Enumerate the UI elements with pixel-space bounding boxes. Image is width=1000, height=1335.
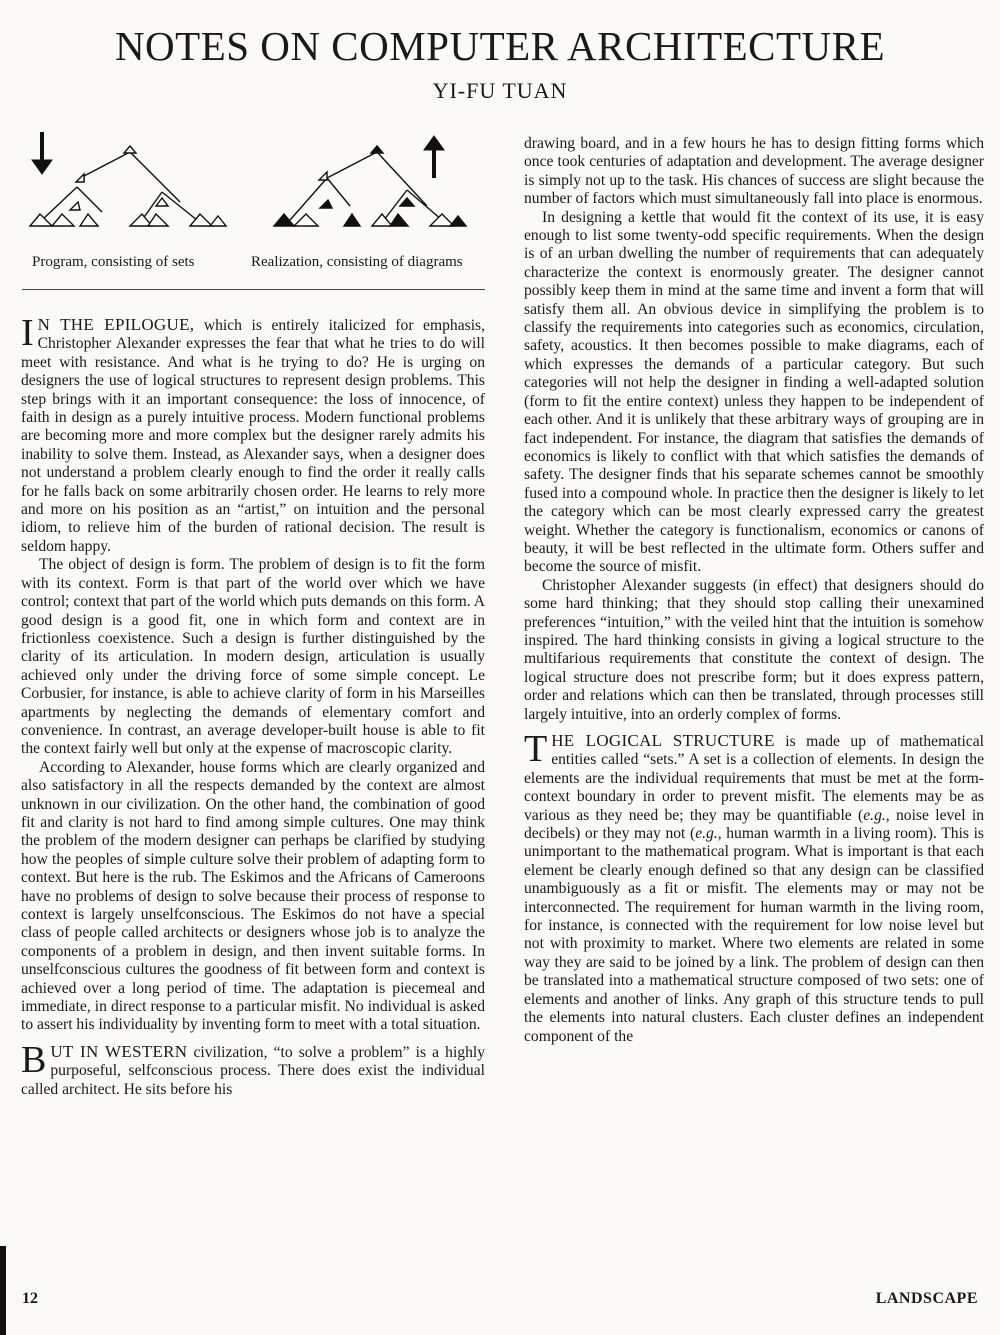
- text-segment: human warmth in a living room). This is unimportant to the mathematical program. What is important is that each element be clearly enough defined so that any design can be classified unambiguously as a fit or misfit. The elements may or may not be interconnected. The requirement for human warmth in the living room, for instance, is connected with the requirement for low noise level but not with proximity to market. Where two elements are related in some way they are said to be joined by a link. The problem of design can then be translated into a mathematical structure composed of two sets: one of elements and another of links. Any graph of this structure tends to pull the elements into natural clusters. Each cluster defines an independent component of the: [524, 825, 984, 1045]
- section-divider: [22, 289, 485, 290]
- paragraph-epilogue: [21, 316, 485, 556]
- up-arrow-icon: [424, 136, 444, 178]
- article-title: NOTES ON COMPUTER ARCHITECTURE: [114, 23, 886, 69]
- paragraph-logical-structure: [524, 728, 984, 1046]
- article-author: YI-FU TUAN: [432, 78, 568, 103]
- left-column: [21, 316, 485, 1276]
- text-segment: is made up of mathematical entities called “sets.” A set is a collection of elements. In design the elements are the individual requirements that must be met at the form-context boundary in order to prevent misfit. The elements may be as various as they need be; they may be quantifiable (: [524, 733, 984, 824]
- hierarchy-figure: [22, 132, 487, 282]
- caption-realization: Realization, consisting of diagrams: [251, 254, 463, 270]
- lead-in-epilogue: N THE EPILOGUE,: [37, 316, 195, 334]
- paragraph-epilogue-text: which is entirely italicized for emphasis, Christopher Alexander expresses the fear that what he tries to do will meet with resistance. And what is he trying to do? He is urging on designers the use of logical structures to represent design problems. This step brings with it an important consequence: the loss of innocence, of faith in design as a purely intuitive process. Modern functional problems are becoming more and more complex but the designer rarely admits his inability to solve them. Instead, as Alexander says, when a designer does not understand a problem clearly enough to find the order it really calls for he falls back on some arbitrarily chosen order. He learns to rely more and more on his position as an “artist,” on intuition and the personal idiom, to relieve him of the burden of rational decision. The result is seldom happy.: [21, 317, 485, 555]
- text-segment: noise level in decibels) or they may not (: [524, 806, 984, 843]
- italic-eg: e.g.,: [695, 825, 722, 843]
- drop-cap-b: B: [21, 1038, 47, 1081]
- paragraph-object-of-design: The object of design is form. The problem of design is to fit the form with its context. Form is that part of the world over which we have control; context that part of the world which puts demands on this form. A good design is a good fit, one in which form and context are in frictionless coexistence. Such a design is further distinguished by the clarity of its articulation. In modern design, articulation is usually achieved only under the driving force of some simple concept. Le Corbusier, for instance, is able to achieve clarity of form in his Marseilles apartments by neglecting the demands of elementary comfort and convenience. In contrast, an average developer-built house is able to fit the context fairly well but only at the expense of macroscopic clarity.: [21, 556, 485, 758]
- paragraph-western-civilization: [21, 1038, 485, 1099]
- realization-tree: [274, 146, 466, 226]
- drop-cap-i: I: [21, 316, 34, 354]
- lead-in-western: UT IN WESTERN: [50, 1041, 188, 1061]
- tree-diagrams: [22, 132, 487, 252]
- paragraph-according-to-alexander: According to Alexander, house forms which are clearly organized and also satisfactory in all the respects demanded by the context are almost unknown in our civilization. On the other hand, the combination of good fit and clarity is not hard to find among simple cultures. One may think the problem of the modern designer can perhaps be clarified by studying how the peoples of simple culture solve their problem of adapting form to context. But here is the rub. The Eskimos and the Africans of Cameroons have no problems of design to solve because their process of response to context is largely unselfconscious. The Eskimos do not have a special class of people called architects or designers whose job is to analyze the components of a problem in design, and then invent suitable forms. In unselfconscious cultures the goodness of fit between form and context is achieved over a long period of time. The adaptation is piecemeal and immediate, in direct response to a particular misfit. No individual is asked to assert his individuality by inventing form to meet with a total situation.: [21, 758, 485, 1034]
- lead-in-logical: HE LOGICAL STRUCTURE: [551, 731, 775, 750]
- down-arrow-icon: [32, 132, 52, 174]
- caption-program: Program, consisting of sets: [32, 254, 195, 270]
- paragraph-kettle: In designing a kettle that would fit the context of its use, it is easy enough to list some twenty-odd specific requirements. When the design is of an urban dwelling the number of requirements that can adequately characterize the context is enormously greater. The designer cannot possibly keep them in mind at the same time and invent a form that will satisfy them all. An obvious device in simplifying the problem is to classify the requirements into categories such as economics, circulation, safety, acoustics. It then becomes possible to make diagrams, each of which expresses the demands of a particular category. But such categories will not help the designer in finding a well-adapted solution (form to fit the entire context) unless they happen to be independent of each other. And it is unlikely that these arbitrary ways of grouping are in fact independent. For instance, the diagram that satisfies the demands of economics is likely to conflict with that which satisfies the demands of safety. The designer finds that his separate schemes cannot be smoothly fused into a compound whole. In practice then the designer is likely to let the category which can be most clearly expressed carry the greatest weight. Whether the category is functionalism, economics or canons of beauty, it will be best reflected in the ultimate form. Others suffer and become the source of misfit.: [524, 208, 984, 576]
- right-column: [524, 135, 984, 1275]
- magazine-name: LANDSCAPE: [875, 1290, 978, 1307]
- paragraph-drawing-board: drawing board, and in a few hours he has to design fitting forms which once took centuries of adaptation and development. The average designer is simply not up to the task. His chances of success are slight because the number of factors which must simultaneously fall into place is enormous.: [524, 135, 984, 208]
- margin-mark: [0, 1246, 6, 1335]
- program-tree: [30, 146, 226, 226]
- italic-eg: e.g.,: [863, 806, 890, 824]
- paragraph-hard-thinking: Christopher Alexander suggests (in effect) that designers should do some hard thinking; that they should stop calling their unexamined preferences “intuition,” with the veiled hint that the intuition is somehow inspired. The hard thinking consists in giving a logical structure to the multifarious requirements that constitute the context of design. The logical structure does not prescribe form; but it does express pattern, order and relations which can then be translated, through processes still largely intuitive, into an orderly complex of forms.: [524, 576, 984, 723]
- page-number: 12: [22, 1290, 38, 1307]
- paragraph-western-text: civilization, “to solve a problem” is a highly purposeful, selfconscious process. There does exist the individual called architect. He sits before his: [21, 1043, 485, 1098]
- drop-cap-t: T: [524, 728, 548, 770]
